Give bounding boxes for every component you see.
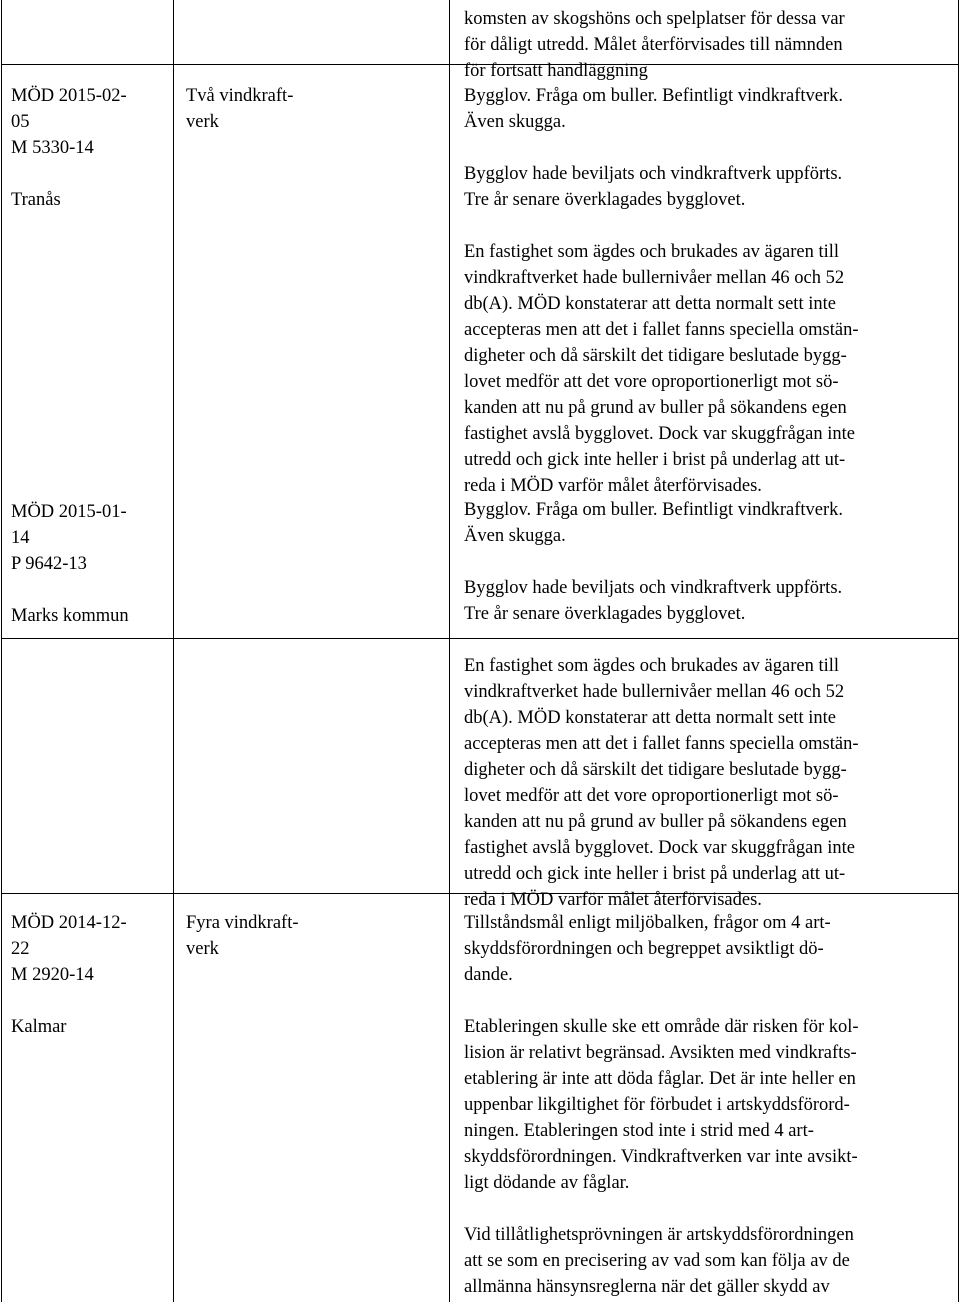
case-line: MÖD 2015-01- — [11, 502, 127, 522]
text-line: ningen. Etableringen stod inte i strid med 4 art- — [464, 1121, 814, 1141]
text-line: En fastighet som ägdes och brukades av ägaren till — [464, 656, 840, 676]
text-line: Tillståndsmål enligt miljöbalken, frågor om 4 art- — [464, 913, 831, 933]
text-line: vindkraftverket hade bullernivåer mellan 46 och 52 — [464, 268, 845, 288]
text-line: vindkraftverket hade bullernivåer mellan 46 och 52 — [464, 682, 845, 702]
text-line: ligt dödande av fåglar. — [464, 1173, 630, 1193]
text-line: fastighet avslå bygglovet. Dock var skuggfrågan inte — [464, 424, 855, 444]
text-line: db(A). MÖD konstaterar att detta normalt sett inte — [464, 294, 836, 314]
case-location: Kalmar — [11, 1017, 67, 1037]
ruling-summary-cell — [464, 83, 944, 499]
case-reference-cell — [11, 910, 171, 1040]
text-line: Bygglov. Fråga om buller. Befintligt vindkraftverk. — [464, 86, 844, 106]
case-reference-cell — [11, 499, 171, 629]
text-line: Etableringen skulle ske ett område där risken för kol- — [464, 1017, 859, 1037]
case-reference-cell — [11, 83, 171, 213]
text-line: fastighet avslå bygglovet. Dock var skuggfrågan inte — [464, 838, 855, 858]
text-line: Även skugga. — [464, 526, 566, 546]
text-line: reda i MÖD varför målet återförvisades. — [464, 890, 762, 910]
text-line: lovet medför att det vore oproportionerligt mot sö- — [464, 372, 839, 392]
text-line: skyddsförordningen. Vindkraftverken var inte avsikt- — [464, 1147, 858, 1167]
text-line: accepteras men att det i fallet fanns speciella omstän- — [464, 320, 859, 340]
table-row — [2, 893, 958, 1302]
text-line: accepteras men att det i fallet fanns speciella omstän- — [464, 734, 859, 754]
case-line: M 2920-14 — [11, 965, 94, 985]
case-location: Marks kommun — [11, 606, 129, 626]
text-line: komsten av skogshöns och spelplatser för dessa var — [464, 9, 845, 29]
text-line: dande. — [464, 965, 513, 985]
text-line: allmänna hänsynsreglerna när det gäller skydd av — [464, 1277, 830, 1297]
text-line: reda i MÖD varför målet återförvisades. — [464, 476, 762, 496]
case-line: M 5330-14 — [11, 138, 94, 158]
text-line: Vid tillåtlighetsprövningen är artskyddsförordningen — [464, 1225, 854, 1245]
text-line: Bygglov hade beviljats och vindkraftverk uppförts. — [464, 164, 843, 184]
text-line: uppenbar likgiltighet för förbudet i artskyddsförord- — [464, 1095, 850, 1115]
text-line: etablering är inte att döda fåglar. Det är inte heller en — [464, 1069, 856, 1089]
text-line: kanden att nu på grund av buller på sökandens egen — [464, 812, 847, 832]
text-line: för dåligt utredd. Målet återförvisades till nämnden — [464, 35, 843, 55]
text-line: digheter och då särskilt det tidigare beslutade bygg- — [464, 346, 847, 366]
text-line: för fortsatt handläggning — [464, 61, 648, 81]
text-line: kanden att nu på grund av buller på sökandens egen — [464, 398, 847, 418]
object-cell — [186, 910, 446, 962]
text-line: Även skugga. — [464, 112, 566, 132]
text-line: Bygglov. Fråga om buller. Befintligt vindkraftverk. — [464, 500, 844, 520]
text-line: Fyra vindkraft- — [186, 913, 299, 933]
text-line: Tre år senare överklagades bygglovet. — [464, 190, 746, 210]
text-line: lovet medför att det vore oproportionerligt mot sö- — [464, 786, 839, 806]
case-line: MÖD 2015-02- — [11, 86, 127, 106]
text-line: verk — [186, 939, 219, 959]
case-line: P 9642-13 — [11, 554, 87, 574]
object-cell — [186, 83, 446, 135]
text-line: db(A). MÖD konstaterar att detta normalt sett inte — [464, 708, 836, 728]
case-location: Tranås — [11, 190, 61, 210]
rulings-table — [1, 0, 959, 1302]
case-line: MÖD 2014-12- — [11, 913, 127, 933]
case-line: 22 — [11, 939, 30, 959]
text-line: utredd och gick inte heller i brist på underlag att ut- — [464, 450, 846, 470]
text-line: En fastighet som ägdes och brukades av ägaren till — [464, 242, 840, 262]
ruling-summary-cell — [464, 497, 944, 913]
text-line: utredd och gick inte heller i brist på underlag att ut- — [464, 864, 846, 884]
case-line: 05 — [11, 112, 30, 132]
text-line: verk — [186, 112, 219, 132]
text-line: skyddsförordningen och begreppet avsiktligt dö- — [464, 939, 824, 959]
text-line: digheter och då särskilt det tidigare beslutade bygg- — [464, 760, 847, 780]
text-line: Tre år senare överklagades bygglovet. — [464, 604, 746, 624]
table-row — [2, 0, 958, 81]
text-line: lision är relativt begränsad. Avsikten med vindkrafts- — [464, 1043, 857, 1063]
text-line: att se som en precisering av vad som kan följa av de — [464, 1251, 850, 1271]
text-line: Två vindkraft- — [186, 86, 294, 106]
text-line: Bygglov hade beviljats och vindkraftverk uppförts. — [464, 578, 843, 598]
ruling-summary-cell — [464, 910, 944, 1300]
case-line: 14 — [11, 528, 30, 548]
